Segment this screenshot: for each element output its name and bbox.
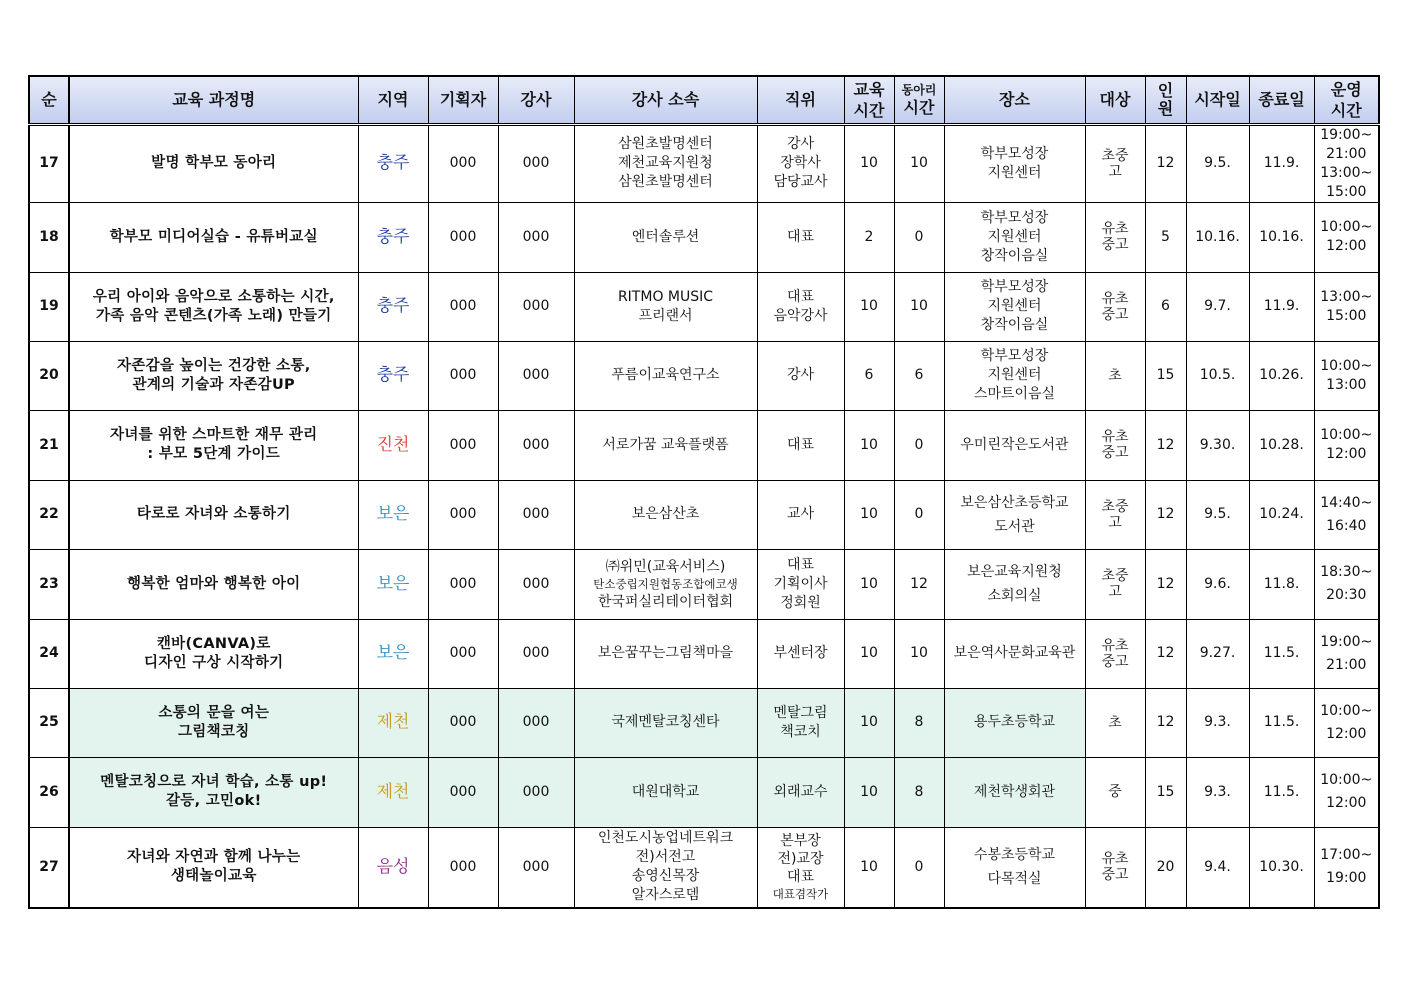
table-row <box>29 272 1379 341</box>
header-affiliation: 강사 소속 <box>574 76 757 124</box>
cell-title: 자녀와 자연과 함께 나누는 생태놀이교육 <box>69 827 358 908</box>
cell-venue: 학부모성장 지원센터 <box>944 124 1085 202</box>
cell-no: 24 <box>29 619 69 688</box>
cell-edu-hours: 2 <box>844 202 894 272</box>
header-no: 순 <box>29 76 69 124</box>
cell-time: 10:00~ 12:00 <box>1314 688 1379 757</box>
cell-planner: 000 <box>428 480 498 549</box>
cell-instructor: 000 <box>498 341 574 410</box>
cell-no: 23 <box>29 549 69 619</box>
cell-count: 15 <box>1145 757 1186 827</box>
cell-planner: 000 <box>428 272 498 341</box>
cell-count: 12 <box>1145 619 1186 688</box>
cell-no: 25 <box>29 688 69 757</box>
cell-planner: 000 <box>428 341 498 410</box>
cell-club-hours: 0 <box>894 202 944 272</box>
header-club-hours <box>894 76 944 124</box>
cell-position: 강사 장학사 담당교사 <box>757 124 844 202</box>
header-row <box>29 76 1379 124</box>
cell-venue: 학부모성장 지원센터 창작이음실 <box>944 272 1085 341</box>
cell-region: 보은 <box>358 619 428 688</box>
affiliation-line: 탄소중립지원협동조합에코생 <box>593 576 738 591</box>
cell-venue: 제천학생회관 <box>944 757 1085 827</box>
cell-end-date: 11.9. <box>1249 124 1314 202</box>
cell-instructor: 000 <box>498 549 574 619</box>
cell-no: 22 <box>29 480 69 549</box>
cell-club-hours: 8 <box>894 757 944 827</box>
cell-edu-hours: 6 <box>844 341 894 410</box>
program-schedule-table <box>28 75 1380 909</box>
cell-club-hours: 10 <box>894 272 944 341</box>
cell-count: 12 <box>1145 480 1186 549</box>
cell-instructor: 000 <box>498 688 574 757</box>
cell-target: 유초 중고 <box>1085 619 1145 688</box>
table-row <box>29 480 1379 549</box>
cell-start-date: 9.6. <box>1186 549 1249 619</box>
position-line: 전)교장 <box>777 850 824 867</box>
cell-count: 12 <box>1145 124 1186 202</box>
cell-title: 학부모 미디어실습 - 유튜버교실 <box>69 202 358 272</box>
cell-title: 캔바(CANVA)로 디자인 구상 시작하기 <box>69 619 358 688</box>
cell-instructor: 000 <box>498 827 574 908</box>
cell-target: 초중 고 <box>1085 124 1145 202</box>
cell-target: 초 <box>1085 688 1145 757</box>
cell-edu-hours: 10 <box>844 757 894 827</box>
cell-end-date: 10.30. <box>1249 827 1314 908</box>
cell-affiliation: 국제멘탈코칭센타 <box>574 688 757 757</box>
cell-end-date: 10.26. <box>1249 341 1314 410</box>
cell-instructor: 000 <box>498 202 574 272</box>
cell-club-hours: 6 <box>894 341 944 410</box>
cell-time: 19:00~ 21:00 <box>1314 619 1379 688</box>
position-line: 대표겸작가 <box>772 886 829 901</box>
cell-venue: 용두초등학교 <box>944 688 1085 757</box>
table-row <box>29 202 1379 272</box>
cell-target: 초중 고 <box>1085 549 1145 619</box>
cell-time: 14:40~ 16:40 <box>1314 480 1379 549</box>
cell-club-hours: 10 <box>894 619 944 688</box>
cell-affiliation: 보은꿈꾸는그림책마을 <box>574 619 757 688</box>
cell-time: 10:00~ 13:00 <box>1314 341 1379 410</box>
table-row <box>29 549 1379 619</box>
position-line: 본부장 <box>780 832 821 849</box>
cell-target: 중 <box>1085 757 1145 827</box>
cell-time: 18:30~ 20:30 <box>1314 549 1379 619</box>
cell-position: 멘탈그림 책코치 <box>757 688 844 757</box>
table-row <box>29 124 1379 202</box>
cell-region: 충주 <box>358 202 428 272</box>
cell-end-date: 11.9. <box>1249 272 1314 341</box>
cell-club-hours: 10 <box>894 124 944 202</box>
cell-start-date: 9.3. <box>1186 757 1249 827</box>
cell-start-date: 9.30. <box>1186 410 1249 480</box>
cell-affiliation: 대원대학교 <box>574 757 757 827</box>
cell-edu-hours: 10 <box>844 410 894 480</box>
cell-instructor: 000 <box>498 619 574 688</box>
cell-edu-hours: 10 <box>844 827 894 908</box>
cell-no: 17 <box>29 124 69 202</box>
cell-affiliation: 인천도시농업네트워크 전)서전고 송영신목장 알자스로뎀 <box>574 827 757 908</box>
cell-no: 19 <box>29 272 69 341</box>
cell-end-date: 10.24. <box>1249 480 1314 549</box>
cell-region: 음성 <box>358 827 428 908</box>
cell-end-date: 11.5. <box>1249 688 1314 757</box>
cell-no: 26 <box>29 757 69 827</box>
cell-title: 소통의 문을 여는 그림책코칭 <box>69 688 358 757</box>
table-row <box>29 757 1379 827</box>
cell-region: 충주 <box>358 272 428 341</box>
cell-club-hours: 0 <box>894 410 944 480</box>
header-position: 직위 <box>757 76 844 124</box>
cell-time: 10:00~ 12:00 <box>1314 202 1379 272</box>
cell-planner: 000 <box>428 549 498 619</box>
cell-end-date: 11.5. <box>1249 757 1314 827</box>
cell-instructor: 000 <box>498 410 574 480</box>
cell-count: 15 <box>1145 341 1186 410</box>
cell-no: 27 <box>29 827 69 908</box>
cell-count: 6 <box>1145 272 1186 341</box>
header-time: 운영 시간 <box>1314 76 1379 124</box>
cell-position: 대표 기획이사 정회원 <box>757 549 844 619</box>
header-region: 지역 <box>358 76 428 124</box>
table-row <box>29 688 1379 757</box>
cell-affiliation: 삼원초발명센터 제천교육지원청 삼원초발명센터 <box>574 124 757 202</box>
header-count: 인 원 <box>1145 76 1186 124</box>
cell-region: 충주 <box>358 124 428 202</box>
cell-venue: 보은교육지원청 소회의실 <box>944 549 1085 619</box>
cell-position <box>757 827 844 908</box>
cell-title: 자존감을 높이는 건강한 소통, 관계의 기술과 자존감UP <box>69 341 358 410</box>
cell-venue: 우미린작은도서관 <box>944 410 1085 480</box>
cell-affiliation: 엔터솔루션 <box>574 202 757 272</box>
cell-region: 진천 <box>358 410 428 480</box>
cell-region: 보은 <box>358 480 428 549</box>
cell-start-date: 9.4. <box>1186 827 1249 908</box>
cell-club-hours: 0 <box>894 827 944 908</box>
cell-end-date: 10.28. <box>1249 410 1314 480</box>
cell-venue: 보은역사문화교육관 <box>944 619 1085 688</box>
cell-end-date: 11.8. <box>1249 549 1314 619</box>
cell-position: 교사 <box>757 480 844 549</box>
table-row <box>29 619 1379 688</box>
header-club-hours-top: 동아리 <box>901 82 937 97</box>
cell-venue: 보은삼산초등학교 도서관 <box>944 480 1085 549</box>
cell-instructor: 000 <box>498 124 574 202</box>
cell-position: 강사 <box>757 341 844 410</box>
cell-no: 20 <box>29 341 69 410</box>
cell-start-date: 9.27. <box>1186 619 1249 688</box>
cell-planner: 000 <box>428 410 498 480</box>
cell-planner: 000 <box>428 827 498 908</box>
cell-target: 초 <box>1085 341 1145 410</box>
header-start-date: 시작일 <box>1186 76 1249 124</box>
table-row <box>29 410 1379 480</box>
cell-count: 12 <box>1145 410 1186 480</box>
cell-region: 보은 <box>358 549 428 619</box>
cell-start-date: 10.5. <box>1186 341 1249 410</box>
cell-title: 멘탈코칭으로 자녀 학습, 소통 up! 갈등, 고민ok! <box>69 757 358 827</box>
cell-position: 부센터장 <box>757 619 844 688</box>
cell-no: 18 <box>29 202 69 272</box>
table-row <box>29 341 1379 410</box>
cell-time: 13:00~ 15:00 <box>1314 272 1379 341</box>
cell-time: 17:00~ 19:00 <box>1314 827 1379 908</box>
cell-title: 우리 아이와 음악으로 소통하는 시간, 가족 음악 콘텐츠(가족 노래) 만들기 <box>69 272 358 341</box>
cell-position: 대표 음악강사 <box>757 272 844 341</box>
header-edu-hours: 교육 시간 <box>844 76 894 124</box>
cell-edu-hours: 10 <box>844 619 894 688</box>
header-end-date: 종료일 <box>1249 76 1314 124</box>
cell-planner: 000 <box>428 124 498 202</box>
cell-affiliation: 보은삼산초 <box>574 480 757 549</box>
cell-position: 대표 <box>757 202 844 272</box>
cell-venue: 수봉초등학교 다목적실 <box>944 827 1085 908</box>
cell-region: 충주 <box>358 341 428 410</box>
cell-edu-hours: 10 <box>844 480 894 549</box>
cell-affiliation: 서로가꿈 교육플랫폼 <box>574 410 757 480</box>
header-target: 대상 <box>1085 76 1145 124</box>
cell-end-date: 11.5. <box>1249 619 1314 688</box>
cell-title: 타로로 자녀와 소통하기 <box>69 480 358 549</box>
cell-start-date: 9.3. <box>1186 688 1249 757</box>
cell-target: 초중 고 <box>1085 480 1145 549</box>
cell-instructor: 000 <box>498 272 574 341</box>
cell-position: 외래교수 <box>757 757 844 827</box>
affiliation-line: 한국퍼실리테이터협회 <box>597 593 734 610</box>
cell-time: 10:00~ 12:00 <box>1314 410 1379 480</box>
cell-title: 자녀를 위한 스마트한 재무 관리 : 부모 5단계 가이드 <box>69 410 358 480</box>
cell-count: 12 <box>1145 549 1186 619</box>
cell-edu-hours: 10 <box>844 688 894 757</box>
cell-title: 발명 학부모 동아리 <box>69 124 358 202</box>
cell-target: 유초 중고 <box>1085 202 1145 272</box>
cell-time: 19:00~ 21:00 13:00~ 15:00 <box>1314 124 1379 202</box>
cell-end-date: 10.16. <box>1249 202 1314 272</box>
cell-target: 유초 중고 <box>1085 272 1145 341</box>
cell-instructor: 000 <box>498 480 574 549</box>
header-venue: 장소 <box>944 76 1085 124</box>
cell-edu-hours: 10 <box>844 549 894 619</box>
cell-club-hours: 12 <box>894 549 944 619</box>
affiliation-line: ㈜위민(교육서비스) <box>605 558 726 575</box>
cell-instructor: 000 <box>498 757 574 827</box>
cell-planner: 000 <box>428 688 498 757</box>
cell-club-hours: 8 <box>894 688 944 757</box>
header-title: 교육 과정명 <box>69 76 358 124</box>
cell-planner: 000 <box>428 202 498 272</box>
cell-venue: 학부모성장 지원센터 창작이음실 <box>944 202 1085 272</box>
cell-count: 5 <box>1145 202 1186 272</box>
cell-target: 유초 중고 <box>1085 827 1145 908</box>
cell-title: 행복한 엄마와 행복한 아이 <box>69 549 358 619</box>
cell-no: 21 <box>29 410 69 480</box>
cell-start-date: 9.5. <box>1186 124 1249 202</box>
cell-planner: 000 <box>428 757 498 827</box>
cell-start-date: 9.5. <box>1186 480 1249 549</box>
header-planner: 기획자 <box>428 76 498 124</box>
cell-region: 제천 <box>358 757 428 827</box>
cell-affiliation: RITMO MUSIC 프리랜서 <box>574 272 757 341</box>
cell-position: 대표 <box>757 410 844 480</box>
cell-edu-hours: 10 <box>844 272 894 341</box>
cell-count: 12 <box>1145 688 1186 757</box>
header-club-hours-bottom: 시간 <box>903 97 935 117</box>
position-line: 대표 <box>786 868 815 885</box>
table-row <box>29 827 1379 908</box>
cell-count: 20 <box>1145 827 1186 908</box>
cell-venue: 학부모성장 지원센터 스마트이음실 <box>944 341 1085 410</box>
cell-time: 10:00~ 12:00 <box>1314 757 1379 827</box>
cell-club-hours: 0 <box>894 480 944 549</box>
cell-target: 유초 중고 <box>1085 410 1145 480</box>
cell-edu-hours: 10 <box>844 124 894 202</box>
cell-planner: 000 <box>428 619 498 688</box>
cell-region: 제천 <box>358 688 428 757</box>
header-instructor: 강사 <box>498 76 574 124</box>
cell-affiliation: 푸름이교육연구소 <box>574 341 757 410</box>
cell-start-date: 9.7. <box>1186 272 1249 341</box>
cell-start-date: 10.16. <box>1186 202 1249 272</box>
cell-affiliation <box>574 549 757 619</box>
